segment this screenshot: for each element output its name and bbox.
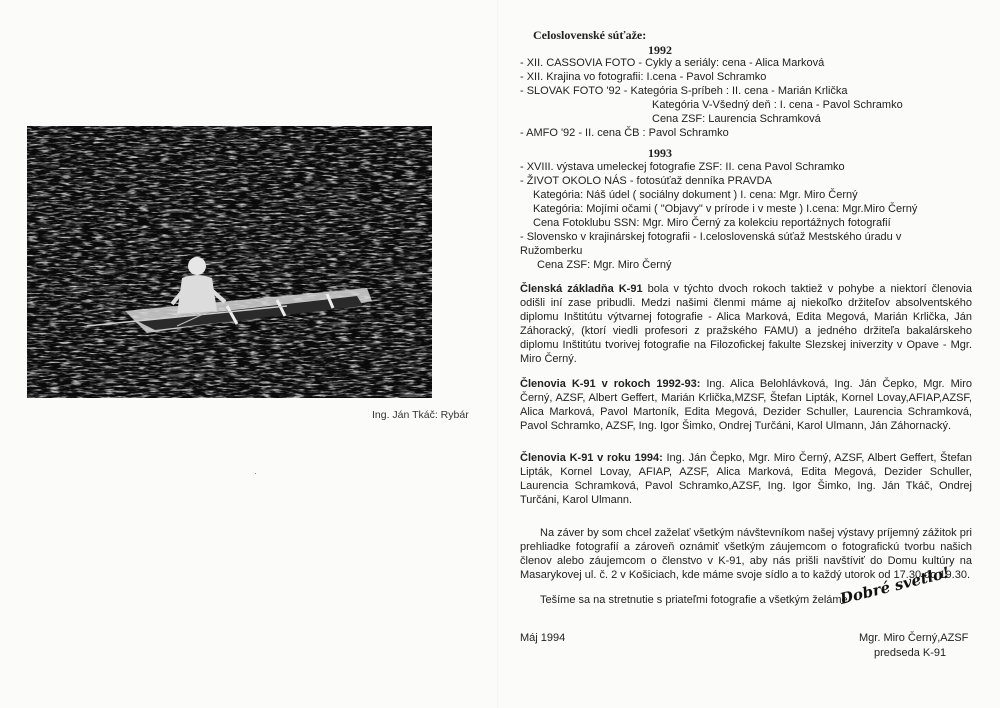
membership-text: bola v týchto dvoch rokoch taktiež v pohybe a niektorí členovia odišli iní zase pribudli. Medzi našimi členmi máme aj niekoľko držiteľov absolventského diplomu Inštitútu výtvarnej fotografie - Alica Marková, Edita Megová, Marián Krlička, Ján Záhoracký, (ktorí viedli profesori z pražského FAMU) a jedného držiteľa bakalárskeho diplomu Inštitútu tvorivej fotografie na Filozofickej fakulte Slezskej iniverzity v Opave - Mgr. Miro Černý. [520,283,972,365]
members-1994-paragraph [520,451,972,507]
members-1994-text: Ing. Ján Čepko, Mgr. Miro Černý, AZSF, Albert Geffert, Štefan Lipták, Kornel Lovay, AFIAP, AZSF, Alica Marková, Edita Megová, Dezider Schuller, Laurencia Schramková, Pavol Schramko,AZSF, Ing. Igor Šimko, Ing. Ján Tkáč, Ondrej Turčáni, Karol Ulmann. [520,452,972,506]
award-1993-line-7: Ružomberku [520,245,583,257]
members-1992-93-lead: Členovia K-91 v rokoch 1992-93: [520,378,701,390]
photo-fisherman-in-boat [27,126,432,398]
signature-role: predseda K-91 [874,647,947,659]
award-1993-line-2: - ŽIVOT OKOLO NÁS - fotosúťaž denníka PRAVDA [520,175,772,187]
award-1992-line-4: Kategória V-Všedný deň : I. cena - Pavol Schramko [652,99,903,111]
award-1993-line-1: - XVIII. výstava umeleckej fotografie ZSF: II. cena Pavol Schramko [520,161,845,173]
photo-caption: Ing. Ján Tkáč: Rybár [372,409,469,421]
year-1993: 1993 [648,146,672,160]
award-1992-line-2: - XII. Krajina vo fotografii: I.cena - Pavol Schramko [520,71,767,83]
scan-speck: · [254,468,257,478]
membership-lead: Členská základňa K-91 [520,283,643,295]
year-1992: 1992 [648,43,672,57]
award-1993-line-6: - Slovensko v krajinárskej fotografii - I.celoslovenská súťaž Mestského úradu v [520,231,902,243]
meeting-line: Tešíme sa na stretnutie s priateľmi fotografie a všetkým želáme [540,594,848,606]
award-1992-line-5: Cena ZSF: Laurencia Schramková [652,113,821,125]
date: Máj 1994 [520,632,566,644]
page-fold [497,0,499,708]
award-1993-line-4: Kategória: Mojími očami ( "Objavy" v prírode i v meste ) I.cena: Mgr.Miro Černý [533,203,918,215]
award-1993-line-5: Cena Fotoklubu SSN: Mgr. Miro Černý za kolekciu reportážnych fotografií [533,217,891,229]
photo-graphic [27,126,432,398]
signature-name: Mgr. Miro Černý,AZSF [859,632,969,644]
closing-paragraph: Na záver by som chcel zaželať všetkým návštevníkom našej výstavy príjemný zážitok pri prehliadke fotografií a zároveň oznámiť všetkým záujemcom o fotografickú tvorbu našich členov alebo záujemcom o členstvo v K-91, aby nás prišli navštíviť do Domu kultúry na Masarykovej ul. č. 2 v Košiciach, kde máme svoje sídlo a to každý utorok od 17.30 do 19.30. [520,527,972,581]
award-1993-line-8: Cena ZSF: Mgr. Miro Černý [537,259,672,271]
membership-paragraph [520,282,972,366]
award-1992-line-6: - AMFO '92 - II. cena ČB : Pavol Schramko [520,127,729,139]
members-1992-93-text: Ing. Alica Belohlávková, Ing. Ján Čepko, Mgr. Miro Černý, AZSF, Albert Geffert, Marián Krlička,MZSF, Štefan Lipták, Kornel Lovay,AFIAP,AZSF, Alica Marková, Pavol Martoník, Edita Megová, Dezider Schuller, Laurencia Schramková, Pavol Schramko, AZSF, Ing. Igor Šimko, Ondrej Turčáni, Karol Ulmann, Ján Záhornacký. [520,378,972,432]
competitions-heading: Celoslovenské súťaže: [533,28,647,42]
members-1994-lead: Členovia K-91 v roku 1994: [520,452,663,464]
award-1992-line-1: - XII. CASSOVIA FOTO - Cykly a seriály: cena - Alica Marková [520,57,825,69]
award-1992-line-3: - SLOVAK FOTO '92 - Kategória S-príbeh : II. cena - Marián Krlička [520,85,848,97]
members-1992-93-paragraph [520,377,972,433]
greeting-dobre-svetlo: Dobré svetlo! [838,563,952,608]
award-1993-line-3: Kategória: Náš údel ( sociálny dokument ) I. cena: Mgr. Miro Černý [533,189,858,201]
